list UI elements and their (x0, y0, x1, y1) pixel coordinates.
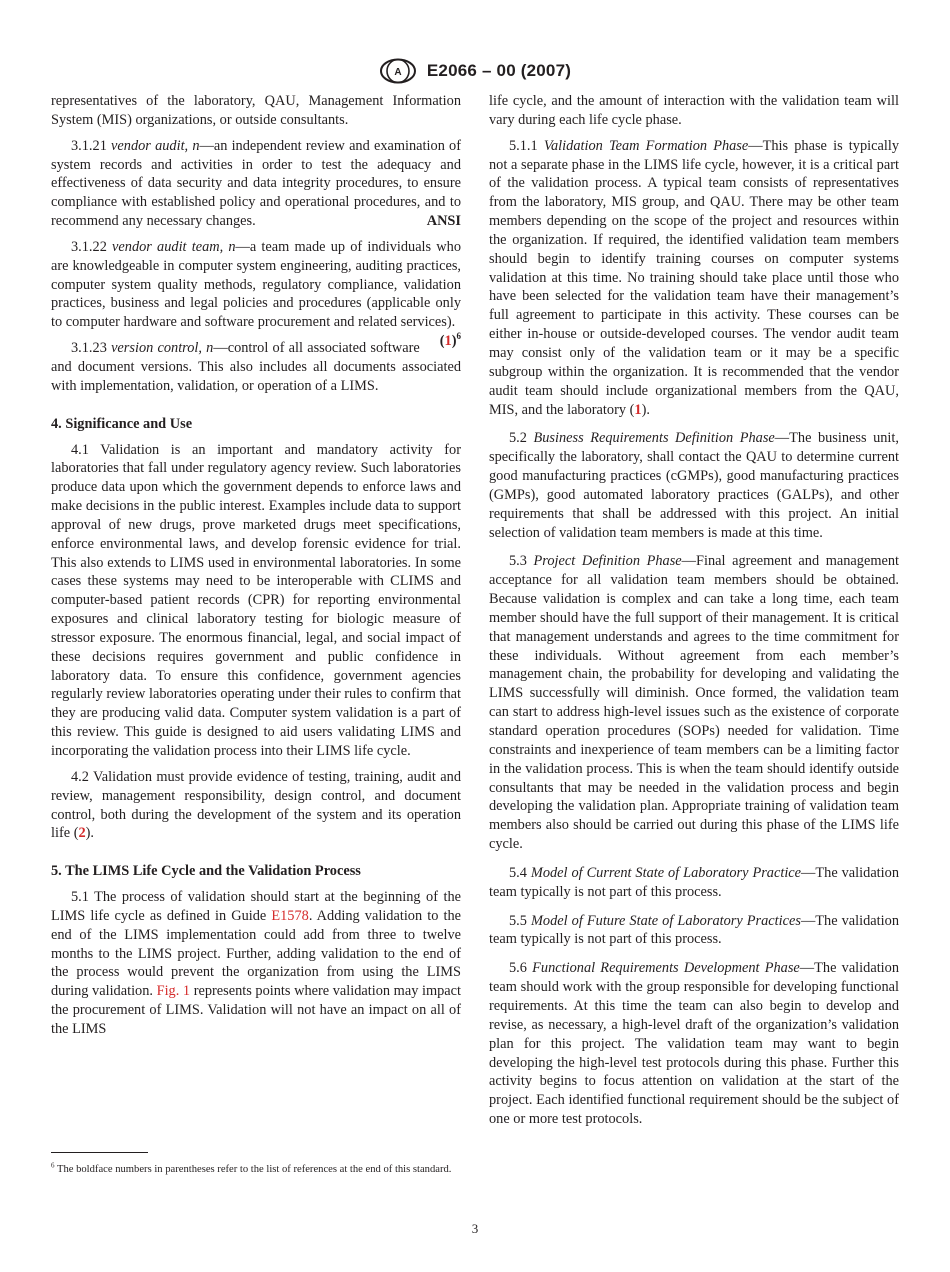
reference-link[interactable]: 2 (78, 825, 86, 842)
paragraph-5-3: 5.3 Project Definition Phase—Final agreement and management acceptance for all validation team members should be obtained. Because validation is complex and can take a long time, each team member should have the full support of their management. It is critical that management understands and agrees to the time commitment for these individuals. Without agreement from each member’s management chain, the probability for developing and validating the LIMS successfully will diminish. Once formed, the validation team can start to address high-level issues such as the existence of corporate standard operation procedures (SOPs) needed for validation. Time constraints and inexperience of team members can be a limiting factor in the validation process. This is when the team should identify outside consultants that may be needed in the validation process and begin developing the validation plan. Appropriate training of validation team members also should be carried out during this phase of the LIMS life cycle. (489, 553, 899, 853)
defined-term: version control, n (111, 340, 214, 357)
reference-link[interactable]: 1 (444, 333, 452, 350)
document-designation: E2066 – 00 (2007) (426, 61, 572, 80)
paragraph-5-6: 5.6 Functional Requirements Development Phase—The validation team should work with the group responsible for developing functional requirements. At this time the team can also begin to develop and revise, as necessary, a high-level draft of the organization’s validation plan for this project. The validation team may want to begin developing the high-level test protocols during this phase. Further this activity begins to focus attention on validation at the start of the project. Each identified functional requirement should be the subject of one or more test protocols. (489, 960, 900, 1128)
phase-title: Model of Future State of Laboratory Practices (530, 912, 801, 929)
paragraph-5-4: 5.4 Model of Current State of Laboratory Practice—The validation team typically is not part of this process. (489, 864, 899, 900)
reference-citation: $(1)^6$ (439, 331, 461, 350)
page-number: 3 (471, 1221, 479, 1236)
definition-3-1-23: 3.1.23 version control, n—control of all associated software and document versions. This also includes all documents associated with implementation, validation, or operation of a LIMS. (51, 340, 461, 394)
right-column (489, 92, 899, 1129)
section-heading-5: 5. The LIMS Life Cycle and the Validation Process (51, 863, 361, 880)
footnote-number: 6 (51, 1161, 55, 1170)
source-tag: ANSI (426, 213, 461, 230)
definition-3-1-21: 3.1.21 vendor audit, n—an independent review and examination of system records and activities in order to test the adequacy and effectiveness of data security and data integrity procedures, to ensure compliance with established policy and operational procedures, and to recommend any necessary changes. ANSI (51, 137, 461, 230)
paragraph-5-5: 5.5 Model of Future State of Laboratory Practices—The validation team typically is not part of this process. (489, 912, 899, 948)
paragraph-5-2: 5.2 Business Requirements Definition Phase—The business unit, specifically the laboratory, shall contact the QAU to determine current good manufacturing practices (cGMPs), good manufacturing practices (GMPs), good automated laboratory practices (GALPs), and other requirements that shall be addressed with this project. An initial selection of validation team members is made at this time. (489, 430, 899, 541)
paragraph-4-1: 4.1 Validation is an important and mandatory activity for laboratories that fall under regulatory agency review. Such laboratories produce data upon which the government depends to enforce laws and make decisions in the public interest. Examples include data to support approval of new drugs, prove marketed drugs meet specifications, enforce environmental laws, and develop forensic evidence for trial. This also extends to LIMS used in environmental laboratories. In some cases these systems may need to be interoperable with CLIMS and computer-based patient records (CPR) for reporting environmental exposures and clinical laboratory testing for biologic measure of stressor exposure. The enormous financial, legal, and social impact of these decisions requires government and public confidence in laboratory data. To ensure this confidence, government agencies regularly review laboratories operating under their rules to confirm that they are producing valid data. Computer system validation is a part of this review. This guide is designed to aid users validating LIMS and incorporating the validation process into their LIMS life cycle. (51, 441, 461, 759)
paragraph-4-2: 4.2 Validation must provide evidence of testing, training, audit and review, management responsibility, design control, and document control, both during the development of the system and its operation life (2). (51, 768, 461, 842)
standard-link[interactable]: E1578 (271, 907, 309, 924)
figure-link[interactable]: Fig. 1 (156, 983, 191, 1000)
paragraph-continued: representatives of the laboratory, QAU, Management Information System (MIS) organizations, or outside consultants. (51, 93, 461, 128)
defined-term: vendor audit, n (111, 137, 200, 154)
definition-3-1-22: 3.1.22 vendor audit team, n—a team made up of individuals who are knowledgeable in computer system engineering, auditing practices, computer system quality methods, regulatory compliance, validation practices, business and legal policies and procedures (applicable only to computer hardware and software procurement and related services). $(1)^6$ (51, 238, 462, 350)
defined-term: vendor audit team, n (112, 238, 236, 255)
phase-title: Model of Current State of Laboratory Practice (530, 864, 802, 881)
phase-title: Functional Requirements Development Phase (532, 960, 800, 977)
astm-logo-icon (379, 58, 417, 84)
phase-title: Project Definition Phase (533, 553, 682, 570)
left-column (51, 92, 461, 1039)
footnote-divider (51, 1152, 148, 1153)
page-header (0, 56, 950, 86)
footnote-marker[interactable]: 6 (456, 331, 461, 342)
paragraph-continued: life cycle, and the amount of interaction with the validation team will vary during each life cycle phase. (489, 93, 899, 128)
reference-link[interactable]: 1 (634, 401, 642, 418)
paragraph-5-1-1: 5.1.1 Validation Team Formation Phase—This phase is typically not a separate phase in the LIMS life cycle, however, it is a critical part of the validation process. A typical team consists of representatives from the laboratory, MIS group, and QAU. There may be other team members depending on the scope of the project and resources within the organization. If required, the identified validation team members should begin to identify training courses on computer systems validation at this time. No training should take place until those who have been selected for the validation team have their management’s full agreement to participate in this activity. These courses can be either in-house or outside-developed courses. The vendor audit team may consist only of the validation team or it may be a specific subgroup within the organization. It is recommended that the vendor audit team should include organizational members from the QAU, MIS, and the laboratory (1). (489, 137, 899, 418)
svg-text:A: A (394, 67, 402, 78)
phase-title: Business Requirements Definition Phase (533, 430, 775, 447)
footnote: $^6$ The boldface numbers in parentheses refer to the list of references at the end of this standard. (51, 1161, 452, 1175)
phase-title: Validation Team Formation Phase (543, 137, 749, 154)
paragraph-5-1: 5.1 The process of validation should start at the beginning of the LIMS life cycle as defined in Guide E1578. Adding validation to the end of the LIMS implementation could add from three to twelve months to the LIMS project. Further, adding validation to the end of the process would prevent the organization from using the LIMS during validation. Fig. 1 represents points where validation may impact the procurement of LIMS. Validation will not have an impact on all of the LIMS (51, 889, 462, 1037)
section-heading-4: 4. Significance and Use (51, 415, 193, 432)
